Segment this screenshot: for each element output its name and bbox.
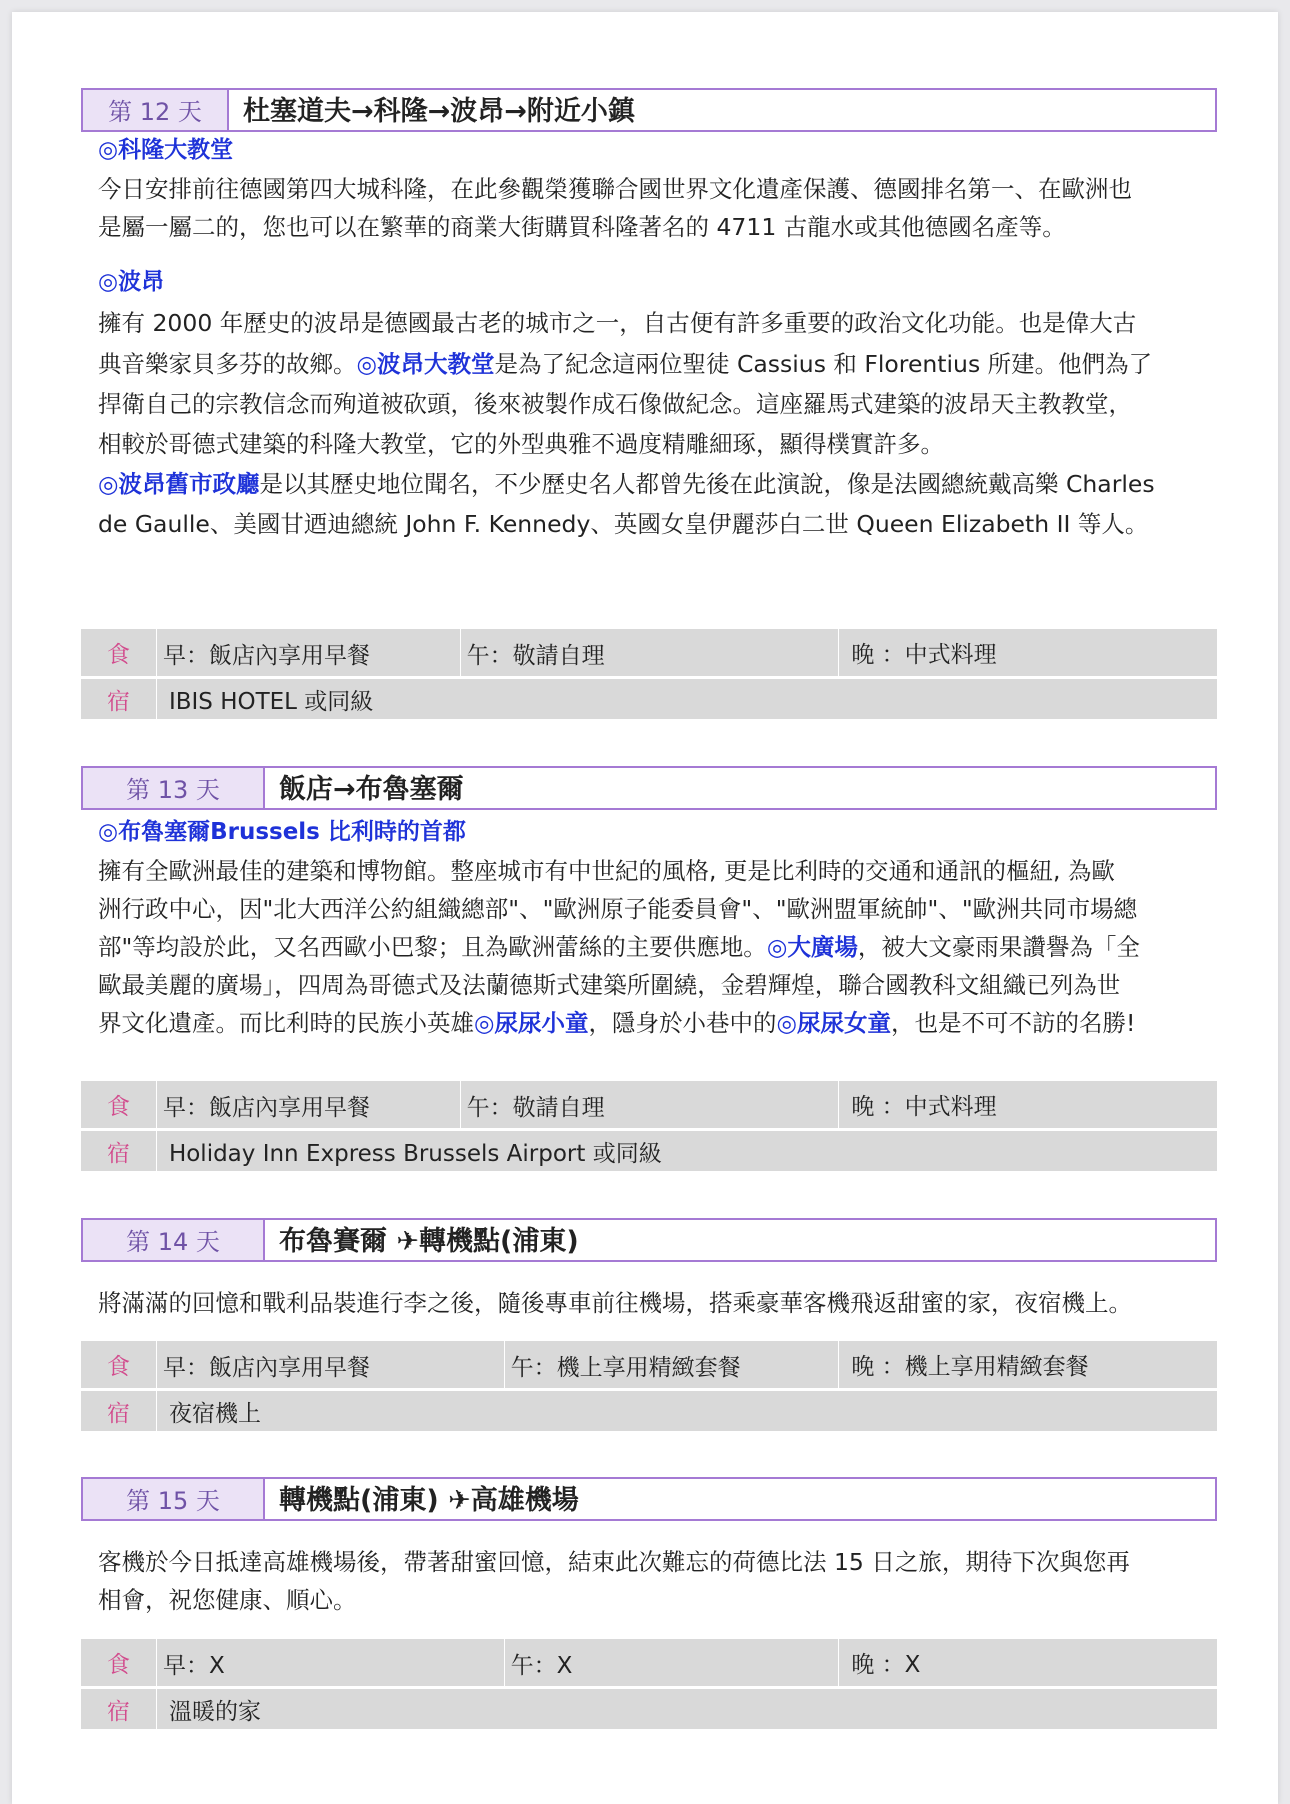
text-span: 是以其歷史地位聞名，不少歷史名人都曾先後在此演說，像是法國總統戴高樂 Charles: [259, 470, 1155, 498]
paragraph-line: 是屬一屬二的，您也可以在繁華的商業大街購買科隆著名的 4711 古龍水或其他德國名產等。: [98, 213, 1066, 241]
day-14-section: [81, 1218, 1217, 1262]
paragraph-line: [98, 1004, 1234, 1042]
hotel-cell: Holiday Inn Express Brussels Airport 或同級: [168, 1140, 662, 1167]
lunch-cell: 午：敬請自理: [461, 629, 840, 676]
breakfast-cell: 早：飯店內享用早餐: [157, 1081, 461, 1128]
day-12-meals-table: [81, 629, 1217, 719]
day-13-section: [81, 766, 1217, 810]
day-route-title: 飯店→布魯塞爾: [279, 774, 464, 805]
day-header: [81, 1218, 1217, 1262]
day-13-body: [81, 812, 1234, 1042]
text-span: 界文化遺產。而比利時的民族小英雄: [98, 1009, 474, 1037]
day-12-section: [81, 88, 1217, 132]
day-header: [81, 766, 1217, 810]
paragraph-line: 歐最美麗的廣場」，四周為哥德式及法蘭德斯式建築所圍繞，金碧輝煌，聯合國教科文組織已列為世: [98, 971, 1121, 999]
day-route-title: 轉機點(浦東) ✈高雄機場: [279, 1485, 579, 1516]
stay-row: [81, 679, 1217, 719]
section-heading-cologne-cathedral: ◎科隆大教堂: [98, 137, 234, 163]
day-route-title: 杜塞道夫→科隆→波昂→附近小鎮: [243, 96, 635, 127]
link-bonn-cathedral: ◎波昂大教堂: [356, 350, 495, 378]
link-grand-place: ◎大廣場: [766, 933, 858, 961]
meals-row: [81, 629, 1217, 679]
day-number: 第 14 天: [83, 1220, 265, 1260]
day-15-section: [81, 1477, 1217, 1521]
meals-row: [81, 1081, 1217, 1131]
paragraph-line: 擁有 2000 年歷史的波昂是德國最古老的城市之一，自古便有許多重要的政治文化功能。也是偉大古: [98, 309, 1137, 337]
meals-row: [81, 1341, 1217, 1391]
dinner-cell: 晚 ：中式料理: [851, 642, 997, 668]
day-12-bonn: [81, 262, 1234, 544]
dinner-cell: 晚 ：機上享用精緻套餐: [851, 1354, 1089, 1380]
day-13-meals-table: [81, 1081, 1217, 1171]
paragraph-line: [98, 928, 1234, 966]
text-span: ，隱身於小巷中的: [588, 1009, 777, 1037]
meals-row: [81, 1639, 1217, 1689]
day-15-body: [81, 1543, 1234, 1619]
food-label: 食: [81, 1639, 157, 1686]
day-header: [81, 88, 1217, 132]
link-bonn-old-town-hall: ◎波昂舊市政廳: [98, 470, 260, 498]
text-span: 是為了紀念這兩位聖徒 Cassius 和 Florentius 所建。他們為了: [494, 350, 1153, 378]
breakfast-cell: 早：X: [157, 1639, 505, 1686]
day-15-meals-table: [81, 1639, 1217, 1729]
stay-label: 宿: [81, 1131, 157, 1171]
dinner-cell: 晚 ：中式料理: [851, 1094, 997, 1120]
text-span: ，也是不可不訪的名勝!: [891, 1009, 1136, 1037]
section-heading-bonn: ◎波昂: [98, 269, 165, 295]
stay-label: 宿: [81, 1391, 157, 1431]
stay-label: 宿: [81, 679, 157, 719]
breakfast-cell: 早：飯店內享用早餐: [157, 1341, 505, 1388]
link-manneken-pis: ◎尿尿小童: [474, 1009, 589, 1037]
food-label: 食: [81, 1081, 157, 1128]
day-14-meals-table: [81, 1341, 1217, 1431]
day-12-body: [81, 130, 1234, 246]
food-label: 食: [81, 629, 157, 676]
stay-row: [81, 1391, 1217, 1431]
stay-row: [81, 1131, 1217, 1171]
paragraph-line: [98, 464, 1234, 504]
link-jeanneke-pis: ◎尿尿女童: [776, 1009, 892, 1037]
food-label: 食: [81, 1341, 157, 1388]
paragraph-line: 將滿滿的回憶和戰利品裝進行李之後，隨後專車前往機場，搭乘豪華客機飛返甜蜜的家，夜宿機上。: [98, 1289, 1132, 1317]
paragraph-line: de Gaulle、美國甘迺迪總統 John F. Kennedy、英國女皇伊麗莎白二世 Queen Elizabeth II 等人。: [98, 510, 1149, 538]
day-number: 第 15 天: [83, 1479, 265, 1519]
day-number: 第 13 天: [83, 768, 265, 808]
stay-row: [81, 1689, 1217, 1729]
paragraph-line: 擁有全歐洲最佳的建築和博物館。整座城市有中世紀的風格, 更是比利時的交通和通訊的樞紐, 為歐: [98, 857, 1115, 885]
lunch-cell: 午：機上享用精緻套餐: [505, 1341, 840, 1388]
lunch-cell: 午：敬請自理: [461, 1081, 840, 1128]
hotel-cell: 夜宿機上: [168, 1400, 261, 1427]
text-span: 典音樂家貝多芬的故鄉。: [98, 350, 357, 378]
text-span: 部"等均設於此，又名西歐小巴黎；且為歐洲蕾絲的主要供應地。: [98, 933, 767, 961]
hotel-cell: 溫暖的家: [168, 1698, 261, 1725]
hotel-cell: IBIS HOTEL 或同級: [168, 688, 374, 715]
stay-label: 宿: [81, 1689, 157, 1729]
paragraph-line: 洲行政中心，因"北大西洋公約組織總部"、"歐洲原子能委員會"、"歐洲盟軍統帥"、"歐洲共同市場總: [98, 895, 1138, 923]
section-heading-brussels: ◎布魯塞爾Brussels 比利時的首都: [98, 819, 466, 845]
document-page: [12, 12, 1278, 1804]
paragraph-line: 相會，祝您健康、順心。: [98, 1586, 357, 1614]
paragraph-line: 今日安排前往德國第四大城科隆，在此參觀榮獲聯合國世界文化遺產保護、德國排名第一、在歐洲也: [98, 175, 1132, 203]
dinner-cell: 晚 ：X: [851, 1652, 921, 1678]
day-route-title: 布魯賽爾 ✈轉機點(浦東): [279, 1226, 579, 1257]
breakfast-cell: 早：飯店內享用早餐: [157, 629, 461, 676]
day-14-body: [81, 1284, 1234, 1322]
paragraph-line: 相較於哥德式建築的科隆大教堂，它的外型典雅不過度精雕細琢，顯得樸實許多。: [98, 430, 944, 458]
paragraph-line: 捍衛自己的宗教信念而殉道被砍頭，後來被製作成石像做紀念。這座羅馬式建築的波昂天主教教堂，: [98, 390, 1132, 418]
lunch-cell: 午：X: [505, 1639, 840, 1686]
text-span: ，被大文豪雨果讚譽為「全: [857, 933, 1140, 961]
day-number: 第 12 天: [83, 90, 229, 130]
paragraph-line: [98, 344, 1234, 384]
day-header: [81, 1477, 1217, 1521]
paragraph-line: 客機於今日抵達高雄機場後，帶著甜蜜回憶，結束此次難忘的荷德比法 15 日之旅，期待下次與您再: [98, 1548, 1130, 1576]
